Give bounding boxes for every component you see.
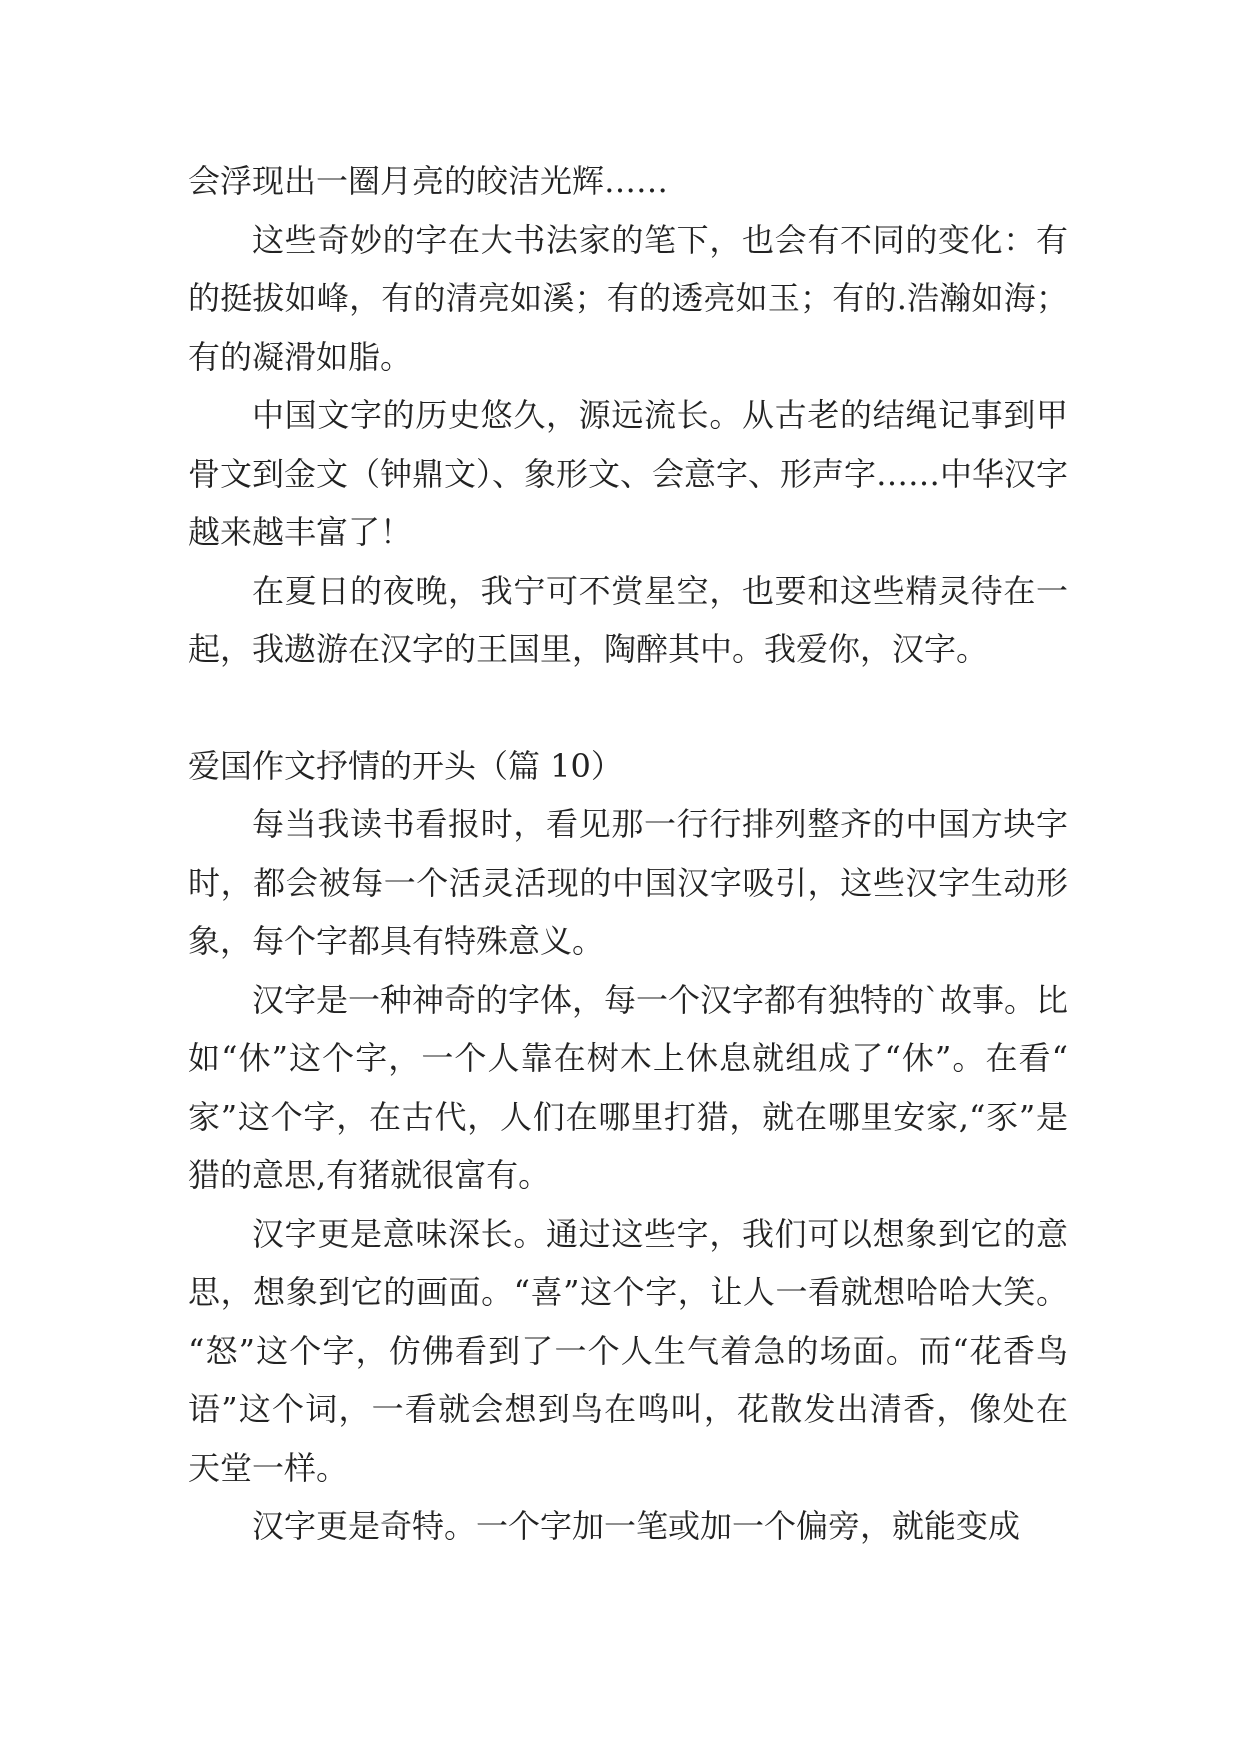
- paragraph-stories: 汉字是一种神奇的字体，每一个汉字都有独特的`故事。比如“休”这个字，一个人靠在树木上休息就组成了“休”。在看“家”这个字，在古代，人们在哪里打猎，就在哪里安家,“豕”是猎的意思,有猪就很富有。: [188, 980, 1069, 1194]
- paragraph-history: 中国文字的历史悠久，源远流长。从古老的结绳记事到甲骨文到金文（钟鼎文）、象形文、会意字、形声字……中华汉字越来越丰富了！: [188, 396, 1069, 551]
- paragraph-reading: 每当我读书看报时，看见那一行行排列整齐的中国方块字时，都会被每一个活灵活现的中国汉字吸引，这些汉字生动形象，每个字都具有特殊意义。: [188, 805, 1068, 960]
- paragraph-calligraphy: 这些奇妙的字在大书法家的笔下，也会有不同的变化：有的挺拔如峰，有的清亮如溪；有的透亮如玉；有的.浩瀚如海；有的凝滑如脂。: [188, 220, 1068, 376]
- section-title: 爱国作文抒情的开头（篇 10）: [188, 746, 623, 785]
- paragraph-peculiar: 汉字更是奇特。一个字加一笔或加一个偏旁，就能变成: [252, 1507, 1021, 1545]
- paragraph-continuation: 会浮现出一圈月亮的皎洁光辉……: [188, 162, 669, 200]
- paragraph-meaning: 汉字更是意味深长。通过这些字，我们可以想象到它的意思，想象到它的画面。“喜”这个字，让人一看就想哈哈大笑。“怒”这个字，仿佛看到了一个人生气着急的场面。而“花香鸟语”这个词，一看就会想到鸟在鸣叫，花散发出清香，像处在天堂一样。: [188, 1214, 1068, 1487]
- paragraph-summer-night: 在夏日的夜晚，我宁可不赏星空，也要和这些精灵待在一起，我遨游在汉字的王国里，陶醉其中。我爱你，汉字。: [188, 571, 1068, 668]
- document-body: [188, 152, 1068, 1556]
